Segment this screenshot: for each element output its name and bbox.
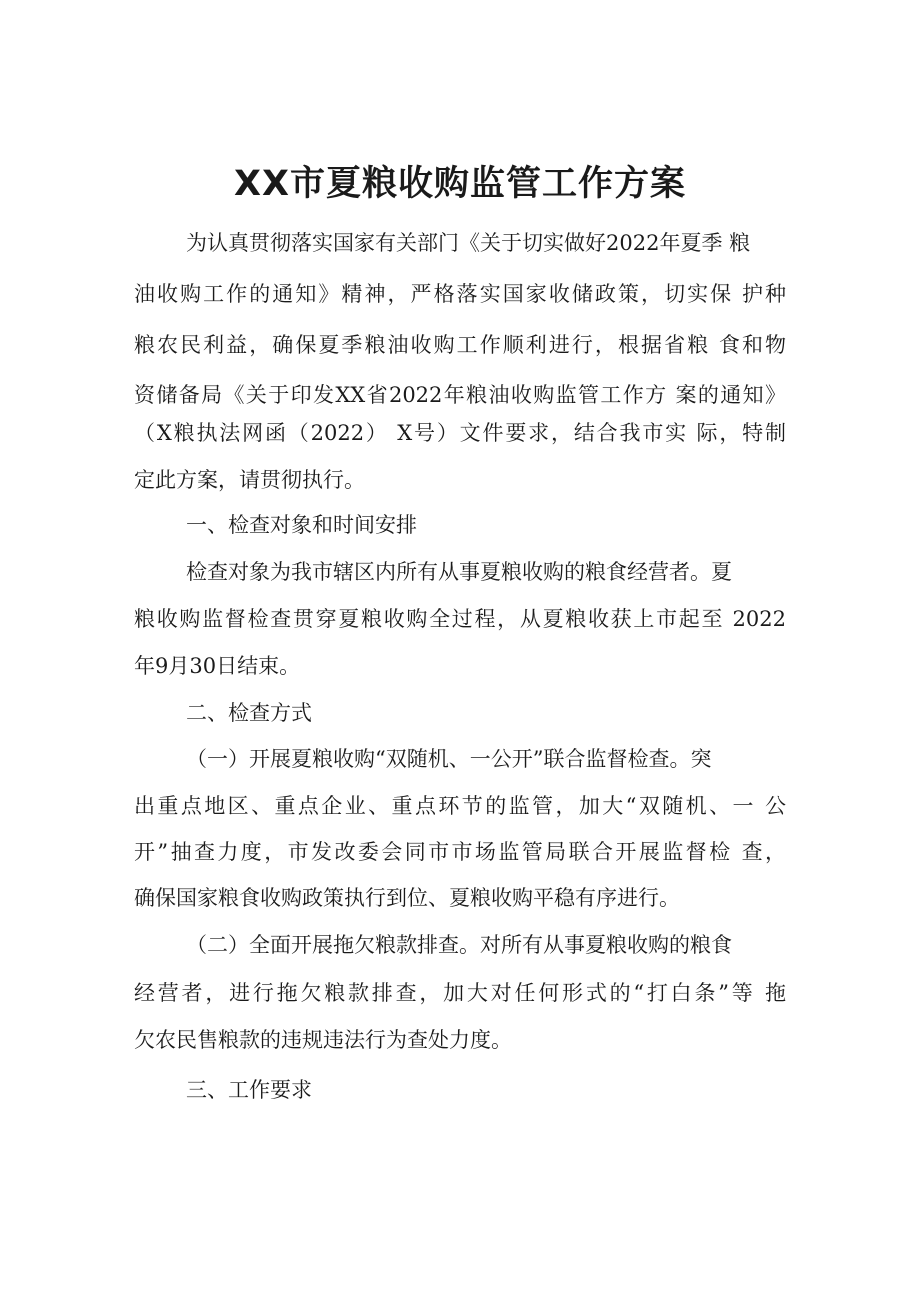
- paragraph-intro-line-5: （X粮执法网函（2022） X号）文件要求，结合我市实 际，特制: [134, 421, 786, 445]
- paragraph-intro-line-2: 油收购工作的通知》精神，严格落实国家收储政策，切实保 护种: [134, 282, 786, 306]
- section-2-item-1-line-3: 开”抽查力度，市发改委会同市市场监管局联合开展监督检 查，: [134, 840, 786, 864]
- section-heading-2: 二、检查方式: [186, 701, 312, 725]
- section-2-item-1-line-2: 出重点地区、重点企业、重点环节的监管，加大“双随机、一 公: [134, 794, 786, 818]
- section-2-item-1-line-4: 确保国家粮食收购政策执行到位、夏粮收购平稳有序进行。: [134, 886, 680, 910]
- section-heading-1: 一、检查对象和时间安排: [186, 513, 417, 537]
- section-2-item-1-line-1: （一）开展夏粮收购“双随机、一公开”联合监督检查。突: [186, 747, 712, 771]
- section-2-item-2-line-3: 欠农民售粮款的违规违法行为查处力度。: [134, 1028, 512, 1052]
- section-1-line-3: 年9月30日结束。: [134, 654, 301, 678]
- section-2-item-2-line-1: （二）全面开展拖欠粮款排查。对所有从事夏粮收购的粮食: [186, 933, 732, 957]
- document-title: XX市夏粮收购监管工作方案: [234, 164, 686, 204]
- section-1-line-2: 粮收购监督检查贯穿夏粮收购全过程，从夏粮收获上市起至 2022: [134, 607, 786, 631]
- paragraph-intro-line-3: 粮农民利益，确保夏季粮油收购工作顺利进行，根据省粮 食和物: [134, 333, 786, 357]
- paragraph-intro-line-1: 为认真贯彻落实国家有关部门《关于切实做好2022年夏季 粮: [186, 231, 751, 255]
- paragraph-intro-line-4: 资储备局《关于印发XX省2022年粮油收购监管工作方 案的通知》: [134, 383, 786, 407]
- section-heading-3: 三、工作要求: [186, 1078, 312, 1102]
- section-2-item-2-line-2: 经营者，进行拖欠粮款排查，加大对任何形式的“打白条”等 拖: [134, 981, 786, 1005]
- section-1-line-1: 检查对象为我市辖区内所有从事夏粮收购的粮食经营者。夏: [186, 560, 732, 584]
- paragraph-intro-line-6: 定此方案，请贯彻执行。: [134, 468, 365, 492]
